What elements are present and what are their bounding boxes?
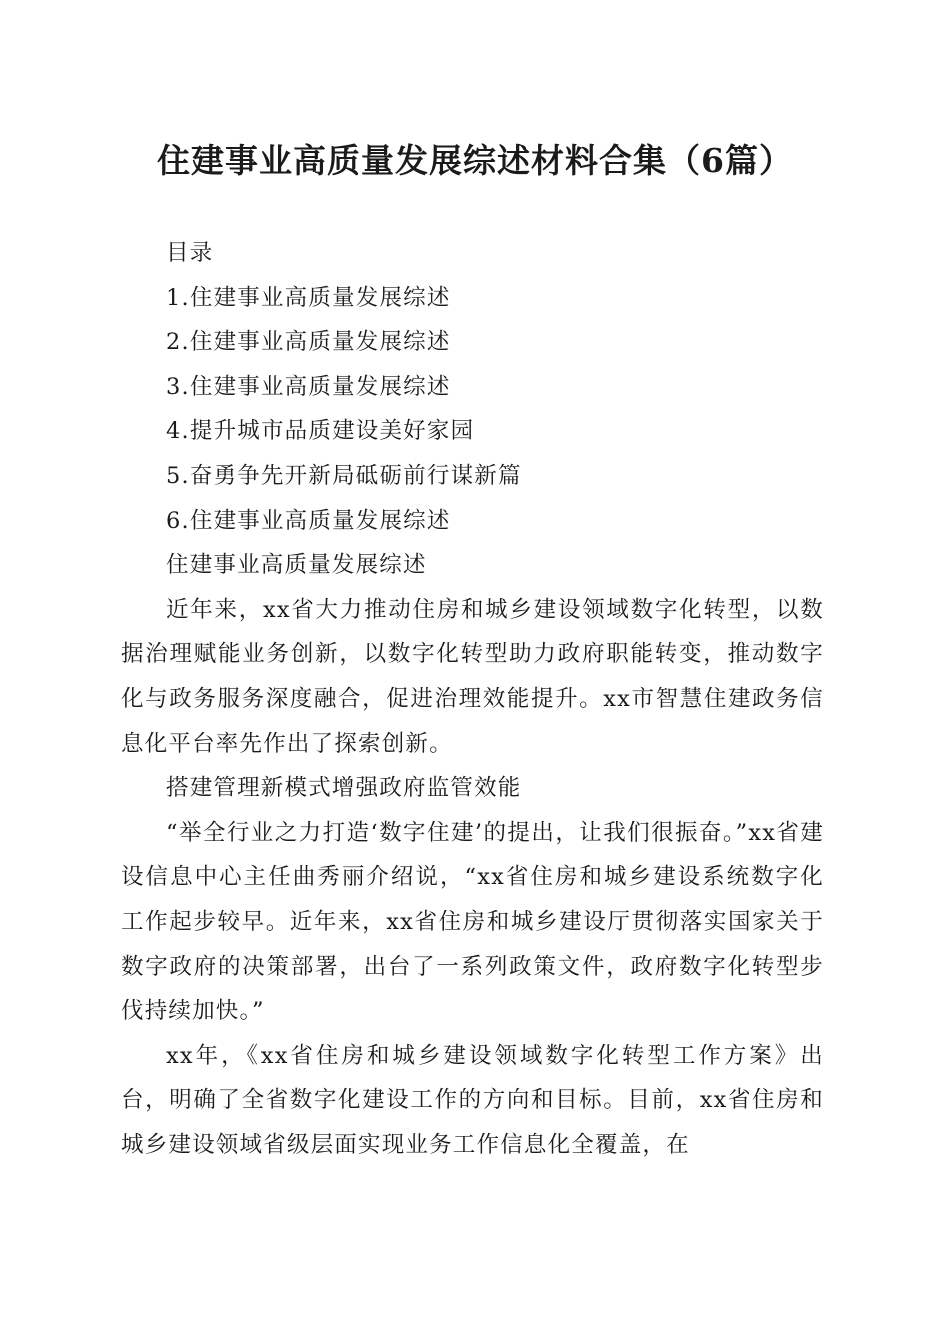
section-heading: 搭建管理新模式增强政府监管效能 xyxy=(166,775,522,802)
document-title: 住建事业高质量发展综述材料合集（6篇） xyxy=(157,141,793,180)
toc-item: 6.住建事业高质量发展综述 xyxy=(166,507,451,534)
toc-heading: 目录 xyxy=(166,240,214,266)
body-paragraph: “举全行业之力打造‘数字住建’的提出，让我们很振奋。”xx省建设信息中心主任曲秀丽介绍说，“xx省住房和城乡建设系统数字化工作起步较早。近年来，xx省住房和城乡建设厅贯彻落实国家关于数字政府的决策部署，出台了一系列政策文件，政府数字化转型步伐持续加快。” xyxy=(121,819,824,1025)
document-body xyxy=(121,231,824,1167)
toc-item: 3.住建事业高质量发展综述 xyxy=(166,373,451,400)
body-paragraph: 近年来，xx省大力推动住房和城乡建设领域数字化转型，以数据治理赋能业务创新，以数字化转型助力政府职能转变，推动数字化与政务服务深度融合，促进治理效能提升。xx市智慧住建政务信息化平台率先作出了探索创新。 xyxy=(121,596,824,757)
toc-item: 5.奋勇争先开新局砥砺前行谋新篇 xyxy=(166,462,522,489)
toc-item: 1.住建事业高质量发展综述 xyxy=(166,284,451,311)
toc-item: 4.提升城市品质建设美好家园 xyxy=(166,418,475,445)
article-title: 住建事业高质量发展综述 xyxy=(166,552,427,579)
toc-item: 2.住建事业高质量发展综述 xyxy=(166,329,451,356)
body-paragraph: xx年，《xx省住房和城乡建设领域数字化转型工作方案》出台，明确了全省数字化建设工作的方向和目标。目前，xx省住房和城乡建设领域省级层面实现业务工作信息化全覆盖，在 xyxy=(121,1042,824,1158)
